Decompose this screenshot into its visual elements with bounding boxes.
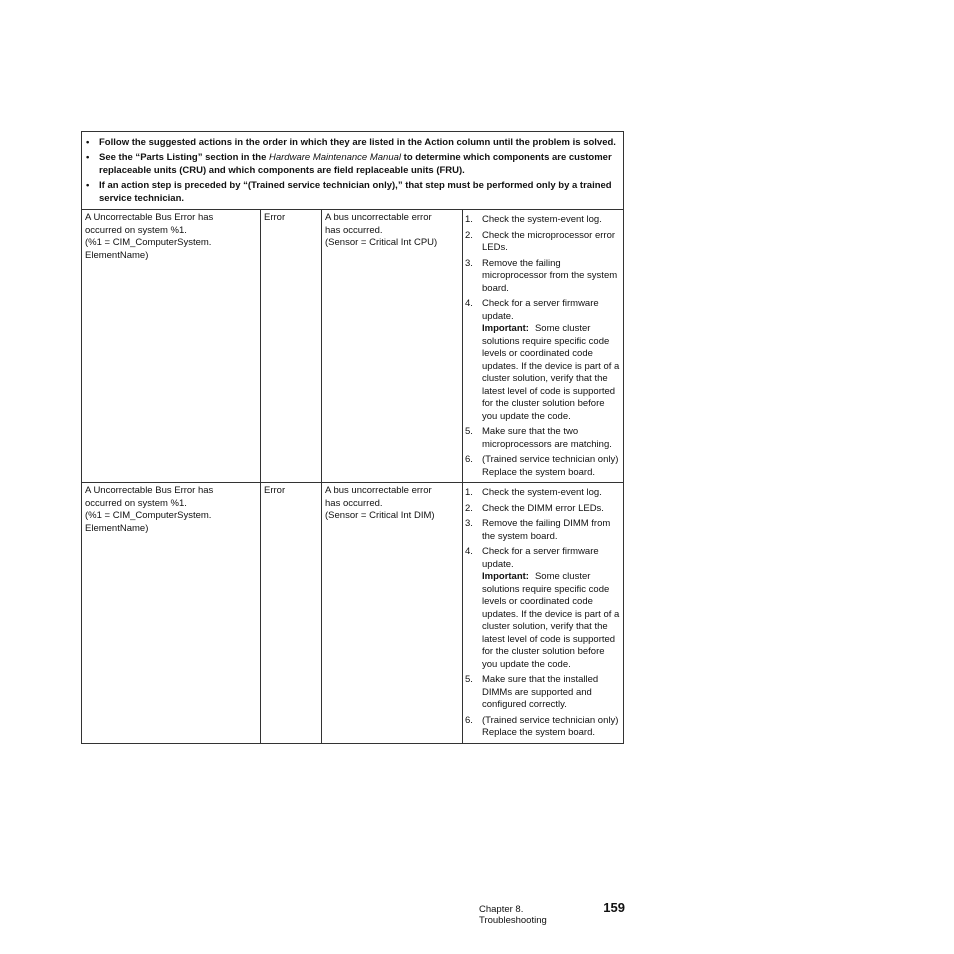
note-suffix: to determine which components are customer replaceable units (CRU) and which components are field replaceable units (FRU). <box>99 152 612 176</box>
page-number: 159 <box>603 900 625 915</box>
note-item <box>84 179 617 205</box>
important-label: Important: <box>482 323 529 334</box>
table-row <box>82 482 623 743</box>
action-cell <box>463 483 623 743</box>
explanation-line: A bus uncorrectable error <box>325 212 432 223</box>
message-cell <box>82 483 261 743</box>
action-step <box>465 258 622 296</box>
explanation-line: A bus uncorrectable error <box>325 485 432 496</box>
action-step <box>465 503 622 516</box>
action-step <box>465 214 622 227</box>
step-number: 6. <box>465 714 473 726</box>
step-number: 5. <box>465 426 473 437</box>
step-text: (Trained service technician only) Replace the system board. <box>482 714 619 738</box>
explanation-cell <box>322 210 463 482</box>
message-line: ElementName) <box>85 522 149 534</box>
explanation-line: has occurred. <box>325 497 383 509</box>
note-bold-term: Parts Listing <box>140 152 198 163</box>
message-cell <box>82 210 261 482</box>
chapter-title: Chapter 8. Troubleshooting <box>479 904 547 926</box>
step-text: Check the system-event log. <box>482 214 602 225</box>
action-step <box>465 426 622 451</box>
note-mid: ” section in the <box>197 152 269 163</box>
step-number: 2. <box>465 502 473 514</box>
message-line: A Uncorrectable Bus Error has <box>85 212 214 223</box>
step-text: Check the system-event log. <box>482 487 602 498</box>
message-line: occurred on system %1. <box>85 497 187 509</box>
step-text: Check for a server firmware update. <box>482 298 599 322</box>
action-step <box>465 546 622 671</box>
step-text: Remove the failing microprocessor from the system board. <box>482 257 618 294</box>
note-item <box>84 136 617 149</box>
step-number: 1. <box>465 214 473 225</box>
explanation-line: (Sensor = Critical Int CPU) <box>325 237 438 248</box>
bullet: • <box>86 152 90 163</box>
error-table <box>81 131 624 744</box>
explanation-cell <box>322 483 463 743</box>
message-line: (%1 = CIM_ComputerSystem. <box>85 510 212 521</box>
message-line: A Uncorrectable Bus Error has <box>85 485 214 496</box>
step-text: Make sure that the installed DIMMs are supported and configured correctly. <box>482 674 599 710</box>
table-row <box>82 210 623 482</box>
note-text: If an action step is preceded by “(Trained service technician only),” that step must be performed only by a trained service technician. <box>99 180 612 204</box>
type-cell: Error <box>261 210 322 482</box>
action-cell <box>463 210 623 482</box>
step-number: 2. <box>465 229 473 241</box>
action-step <box>465 487 622 500</box>
important-text: Some cluster solutions require specific code levels or coordinated code updates. If the device is part of a cluster solution, verify that the latest level of code is supported for the cluster solution before you update the code. <box>482 571 620 670</box>
table-notes <box>82 132 623 210</box>
step-text: Check the DIMM error LEDs. <box>482 502 604 514</box>
type-cell: Error <box>261 483 322 743</box>
important-text: Some cluster solutions require specific code levels or coordinated code updates. If the device is part of a cluster solution, verify that the latest level of code is supported for the cluster solution before you update the code. <box>482 323 620 422</box>
step-number: 3. <box>465 518 473 529</box>
explanation-line: has occurred. <box>325 224 383 236</box>
note-text <box>99 151 617 177</box>
step-text: (Trained service technician only) Replace the system board. <box>482 454 619 478</box>
action-step <box>465 454 622 479</box>
action-step <box>465 518 622 543</box>
message-line: (%1 = CIM_ComputerSystem. <box>85 237 212 248</box>
bullet: • <box>86 180 90 191</box>
action-step <box>465 715 622 740</box>
step-text: Check the microprocessor error LEDs. <box>482 229 616 253</box>
step-text: Check for a server firmware update. <box>482 546 599 570</box>
action-step <box>465 230 622 255</box>
note-text: Follow the suggested actions in the order in which they are listed in the Action column until the problem is solved. <box>99 137 616 148</box>
important-label: Important: <box>482 571 529 582</box>
bullet: • <box>86 137 90 148</box>
manual-title: Hardware Maintenance Manual <box>269 152 402 163</box>
note-prefix: See the “ <box>99 152 141 163</box>
explanation-line: (Sensor = Critical Int DIM) <box>325 510 435 521</box>
note-item <box>84 151 617 177</box>
step-number: 4. <box>465 298 473 309</box>
step-number: 6. <box>465 454 473 465</box>
step-number: 4. <box>465 546 473 557</box>
step-number: 3. <box>465 257 473 269</box>
message-line: occurred on system %1. <box>85 224 187 236</box>
message-line: ElementName) <box>85 249 149 261</box>
action-step <box>465 298 622 423</box>
step-number: 1. <box>465 487 473 498</box>
step-number: 5. <box>465 674 473 685</box>
step-text: Make sure that the two microprocessors are matching. <box>482 426 612 450</box>
action-step <box>465 674 622 712</box>
page-footer <box>479 900 625 926</box>
step-text: Remove the failing DIMM from the system board. <box>482 518 611 542</box>
